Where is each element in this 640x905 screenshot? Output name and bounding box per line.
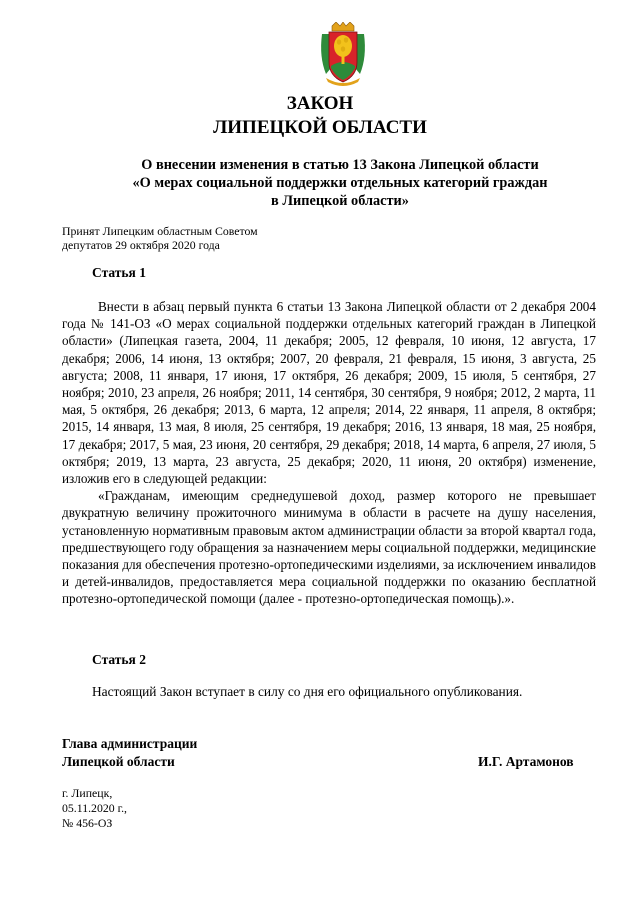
law-title: ЗАКОН xyxy=(286,93,354,114)
article-2-text: Настоящий Закон вступает в силу со дня его официального опубликования. xyxy=(92,684,523,699)
adoption-line: Принят Липецким областным Советом xyxy=(62,224,258,238)
place-date-number xyxy=(62,786,127,831)
subtitle-line: в Липецкой области» xyxy=(271,193,409,209)
law-subtitle xyxy=(70,156,610,210)
signatory-name: И.Г. Артамонов xyxy=(478,754,574,769)
place-date: 05.11.2020 г., xyxy=(62,801,128,815)
adoption-line: депутатов 29 октября 2020 года xyxy=(62,238,220,252)
article-2-heading: Статья 2 xyxy=(92,652,146,667)
signatory-position xyxy=(62,735,197,771)
adoption-note xyxy=(62,224,258,252)
article-1-quote-paragraph: «Гражданам, имеющим среднедушевой доход, размер которого не превышает двукратную величину прожиточного минимума в области в расчете на душу населения, установленную нормативным правовым актом администрации области за второй квартал года, предшествующего году обращения за назначением меры социальной поддержки, медицинские показания для обеспечения протезно-ортопедическими изделиями, за исключением инвалидов и детей-инвалидов, предоставляется мера социальной поддержки по оказанию бесплатной протезно-ортопедической помощи (далее - протезно-ортопедическая помощь).». xyxy=(62,488,596,607)
lipetsk-coat-of-arms-icon xyxy=(318,22,368,86)
place-city: г. Липецк, xyxy=(62,786,113,800)
law-number: № 456-ОЗ xyxy=(62,816,113,830)
subtitle-line: О внесении изменения в статью 13 Закона Липецкой области xyxy=(141,157,539,173)
article-1-paragraph: Внести в абзац первый пункта 6 статьи 13 Закона Липецкой области от 2 декабря 2004 года № 141-ОЗ «О мерах социальной поддержки отдельных категорий граждан в Липецкой области» (Липецкая газета, 2004, 11 декабря; 2005, 12 февраля, 10 июня, 12 августа, 17 декабря; 2006, 14 июня, 13 октября; 2007, 20 февраля, 21 февраля, 15 июня, 3 августа, 25 августа; 2008, 11 января, 17 июня, 17 октября, 26 декабря; 2009, 15 июля, 5 сентября, 27 ноября; 2010, 23 апреля, 26 ноября; 2011, 14 сентября, 30 сентября, 9 ноября; 2012, 2 марта, 11 мая, 5 октября, 26 декабря; 2013, 6 марта, 12 апреля; 2014, 22 января, 11 апреля, 8 октября; 2015, 14 января, 13 мая, 8 июля, 25 сентября, 19 декабря; 2016, 13 января, 18 мая, 25 ноября, 17 декабря; 2017, 5 мая, 23 июня, 20 сентября, 29 декабря; 2018, 14 марта, 6 апреля, 27 июля, 5 октября; 2019, 13 марта, 23 августа, 25 декабря; 2020, 11 июня, 20 октября) изменение, изложив его в следующей редакции: xyxy=(62,299,596,487)
signatory-position-line: Липецкой области xyxy=(62,754,175,769)
article-1-body xyxy=(62,298,596,608)
region-title: ЛИПЕЦКОЙ ОБЛАСТИ xyxy=(213,117,427,138)
signatory-position-line: Глава администрации xyxy=(62,736,198,751)
subtitle-line: «О мерах социальной поддержки отдельных категорий граждан xyxy=(132,175,548,191)
article-1-heading: Статья 1 xyxy=(92,265,146,280)
